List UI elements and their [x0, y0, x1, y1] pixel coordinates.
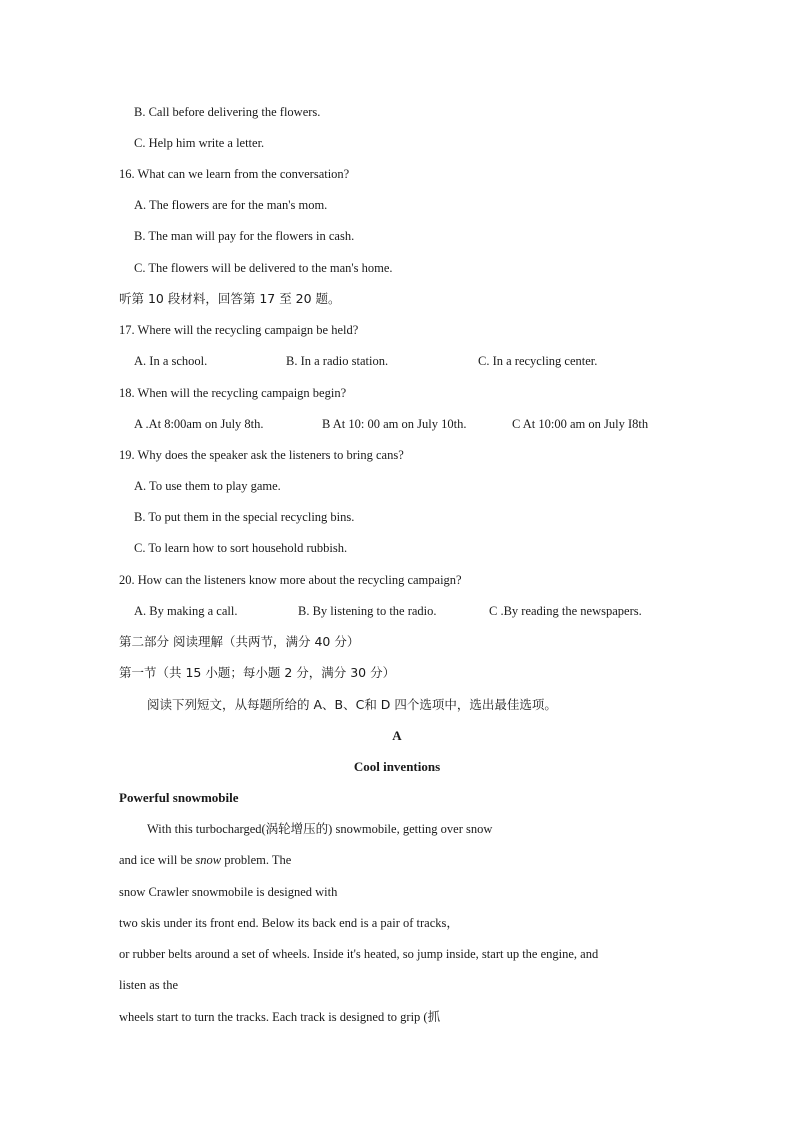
passage-line-2 — [119, 852, 291, 868]
passage-line-1: With this turbocharged(涡轮增压的) snowmobile, getting over snow — [147, 822, 493, 836]
part2-heading: 第二部分 阅读理解（共两节，满分 40 分） — [119, 634, 360, 649]
passage-line-5: or rubber belts around a set of wheels. Inside it's heated, so jump inside, start up the engine, and — [119, 947, 599, 961]
q17-option-b: B. In a radio station. — [286, 354, 389, 368]
q20-option-b: B. By listening to the radio. — [298, 604, 437, 618]
passage-subtitle: Powerful snowmobile — [119, 790, 239, 805]
q15-option-b: B. Call before delivering the flowers. — [134, 105, 321, 119]
passage-title: Cool inventions — [353, 759, 441, 774]
q17-option-c: C. In a recycling center. — [478, 354, 598, 368]
q19-option-a: A. To use them to play game. — [134, 479, 281, 493]
passage-line-2a: and ice will be — [119, 853, 196, 867]
passage-emphasis: snow — [195, 853, 222, 867]
q20-option-a: A. By making a call. — [134, 604, 238, 618]
passage-line-3: snow Crawler snowmobile is designed with — [119, 885, 338, 899]
q18-option-c: C At 10:00 am on July I8th — [512, 417, 649, 431]
passage-line-6: listen as the — [119, 978, 179, 992]
q16-option-a: A. The flowers are for the man's mom. — [134, 198, 328, 212]
passage-letter: A — [392, 728, 402, 743]
q18-question: 18. When will the recycling campaign begin? — [119, 386, 347, 400]
section-10-heading: 听第 10 段材料，回答第 17 至 20 题。 — [119, 291, 341, 306]
q16-option-b: B. The man will pay for the flowers in cash. — [134, 229, 355, 243]
q16-option-c: C. The flowers will be delivered to the man's home. — [134, 261, 393, 275]
q17-question: 17. Where will the recycling campaign be held? — [119, 323, 359, 337]
passage-line-4: two skis under its front end. Below its back end is a pair of tracks， — [119, 916, 459, 930]
passage-line-2b: problem. The — [221, 853, 292, 867]
q15-option-c: C. Help him write a letter. — [134, 136, 265, 150]
part2-section1-heading: 第一节（共 15 小题；每小题 2 分，满分 30 分） — [119, 665, 396, 680]
q20-option-c: C .By reading the newspapers. — [489, 604, 642, 618]
q19-option-b: B. To put them in the special recycling bins. — [134, 510, 355, 524]
q19-question: 19. Why does the speaker ask the listeners to bring cans? — [119, 448, 404, 462]
q19-option-c: C. To learn how to sort household rubbish. — [134, 541, 348, 555]
reading-instruction: 阅读下列短文，从每题所给的 A、B、C和 D 四个选项中，选出最佳选项。 — [147, 697, 557, 712]
q17-option-a: A. In a school. — [134, 354, 208, 368]
passage-line-7: wheels start to turn the tracks. Each track is designed to grip (抓 — [119, 1010, 441, 1024]
q18-option-b: B At 10: 00 am on July 10th. — [322, 417, 467, 431]
q18-option-a: A .At 8:00am on July 8th. — [134, 417, 264, 431]
q16-question: 16. What can we learn from the conversation? — [119, 167, 350, 181]
q20-question: 20. How can the listeners know more about the recycling campaign? — [119, 573, 462, 587]
